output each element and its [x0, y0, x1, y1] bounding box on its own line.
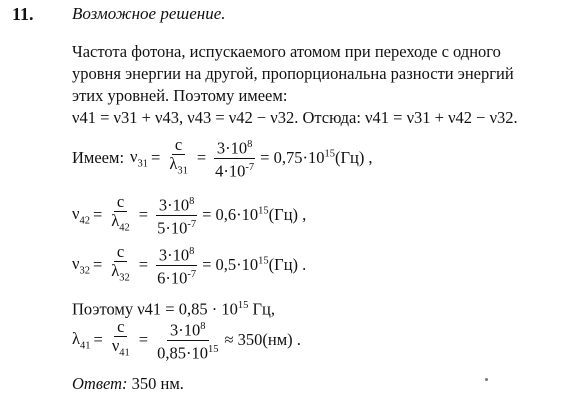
- eq1-lhs: $\nu_{31}$: [130, 147, 148, 170]
- answer-line: [72, 374, 184, 394]
- eq3-fraction-c-lambda: $\frac{c}{\lambda_{32}}$: [111, 242, 130, 284]
- eq2-fraction-numeric: $\frac{3\cdot 10^8}{5\cdot 10^{-7}}$: [154, 193, 199, 237]
- eq4-fraction-numeric: $\frac{3\cdot 10^8}{0,85\cdot 10^{15}}$: [154, 318, 221, 362]
- eq1-result: = $0,75\cdot 10^{15}(Гц)$ ,: [260, 148, 373, 168]
- eq3-fraction-numeric: $\frac{3\cdot 10^8}{6\cdot 10^{-7}}$: [154, 243, 199, 287]
- eq4-lhs: $\lambda_{41}$: [72, 329, 91, 352]
- eq3-result: = $0,5\cdot 10^{15}(Гц)$ .: [202, 255, 307, 275]
- therefore-line: Поэтому $\nu 41 = 0,85 \cdot 10^{15}$ Гц,: [72, 299, 275, 319]
- eq1-fraction-c-lambda: $\frac{c}{\lambda_{31}}$: [169, 135, 188, 177]
- equation-nu32: $\nu_{32}$ = $\frac{c}{\lambda_{32}}$ = $\frac{3\cdot 10^8}{6\cdot 10^{-7}}$ = $0,5\cdot 10^{15}(Гц)$ .: [72, 242, 307, 288]
- answer-value: 350 нм.: [127, 374, 184, 393]
- eq4-fraction-c-nu: $\frac{c}{\nu_{41}}$: [111, 317, 130, 359]
- paragraph-line-3: этих уровней. Поэтому имеем:: [72, 86, 288, 105]
- equation-nu42: $\nu_{42}$ = $\frac{c}{\lambda_{42}}$ = $\frac{3\cdot 10^8}{5\cdot 10^{-7}}$ = $0,6\cdot 10^{15}(Гц)$ ,: [72, 192, 307, 238]
- eq3-lhs: $\nu_{32}$: [72, 254, 90, 277]
- scan-speck: [485, 378, 488, 381]
- relation-line: ν41 = ν31 + ν43, ν43 = ν42 − ν32. Отсюда: ν41 = ν31 + ν42 − ν32.: [72, 108, 518, 127]
- solution-title: Возможное решение.: [72, 4, 226, 23]
- eq2-result: = $0,6\cdot 10^{15}(Гц)$ ,: [202, 205, 307, 225]
- paragraph-line-2: уровня энергии на другой, пропорциональна разности энергий: [72, 64, 514, 83]
- equation-lambda41: $\lambda_{41}$ = $\frac{c}{\nu_{41}}$ = $\frac{3\cdot 10^8}{0,85\cdot 10^{15}}$ ≈ 350(нм) .: [72, 317, 301, 363]
- eq1-fraction-numeric: $\frac{3\cdot 10^8}{4\cdot 10^{-7}}$: [212, 136, 257, 180]
- answer-label: Ответ:: [72, 374, 128, 393]
- eq4-result: ≈ 350(нм) .: [224, 330, 301, 350]
- equation-nu31: Имеем: $\nu_{31}$ = $\frac{c}{\lambda_{31}}$ = $\frac{3\cdot 10^8}{4\cdot 10^{-7}}$ = $0,75\cdot 10^{15}(Гц)$ ,: [72, 135, 373, 181]
- eq1-prefix: Имеем:: [72, 148, 125, 168]
- problem-number: 11.: [12, 4, 34, 24]
- eq2-lhs: $\nu_{42}$: [72, 204, 90, 227]
- eq2-fraction-c-lambda: $\frac{c}{\lambda_{42}}$: [111, 192, 130, 234]
- paragraph-line-1: Частота фотона, испускаемого атомом при переходе с одного: [72, 42, 501, 61]
